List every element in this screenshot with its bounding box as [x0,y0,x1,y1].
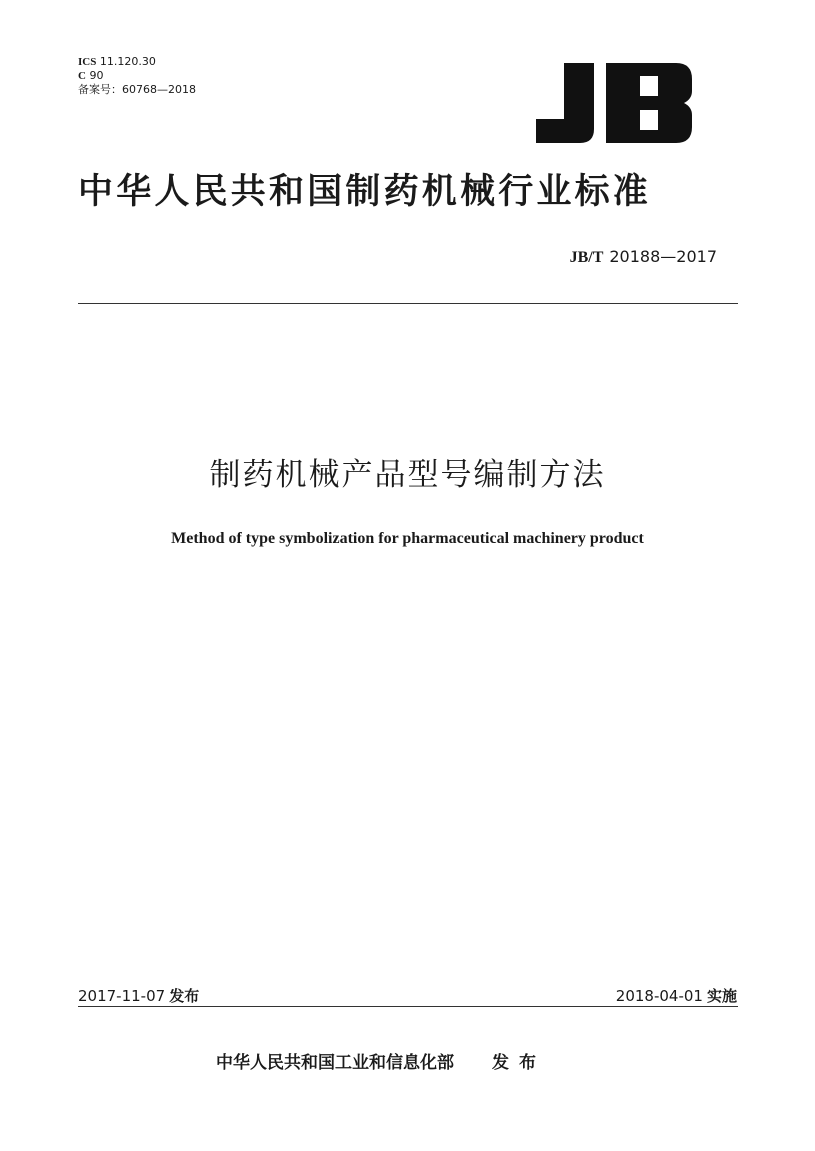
filing-value: 60768—2018 [122,83,196,96]
effective-date-value: 2018-04-01 [615,987,703,1005]
issue-action: 发布 [169,987,200,1005]
document-title-cn: 制药机械产品型号编制方法 [209,457,606,493]
issuer-line [216,1048,546,1073]
effective-action: 实施 [706,987,737,1005]
ccs-value: 90 [89,69,104,82]
jb-logo [536,63,692,143]
header-divider [78,303,738,304]
issuer-name: 中华人民共和国工业和信息化部 [216,1053,454,1073]
classification-block [78,55,196,96]
effective-date [616,985,737,1006]
ics-label: ICS [78,56,97,68]
document-title-en: Method of type symbolization for pharmaceutical machinery product [171,530,644,547]
filing-label: 备案号： [78,83,122,96]
standard-prefix: JB/T [569,249,604,266]
issue-date [78,985,199,1006]
industry-standard-title: 中华人民共和国制药机械行业标准 [78,172,652,212]
footer-divider [78,1006,738,1007]
ics-value: 11.120.30 [99,55,156,68]
ccs-row [78,69,196,83]
issue-date-value: 2017-11-07 [78,987,166,1005]
jb-logo-letter-b [606,63,692,143]
standard-code: 20188—2017 [609,247,717,266]
ccs-label: C [78,70,86,82]
ics-row [78,55,196,69]
standard-number [570,247,717,267]
filing-row [78,83,196,96]
jb-logo-letter-j [536,63,594,143]
issuer-action: 发布 [492,1053,546,1073]
